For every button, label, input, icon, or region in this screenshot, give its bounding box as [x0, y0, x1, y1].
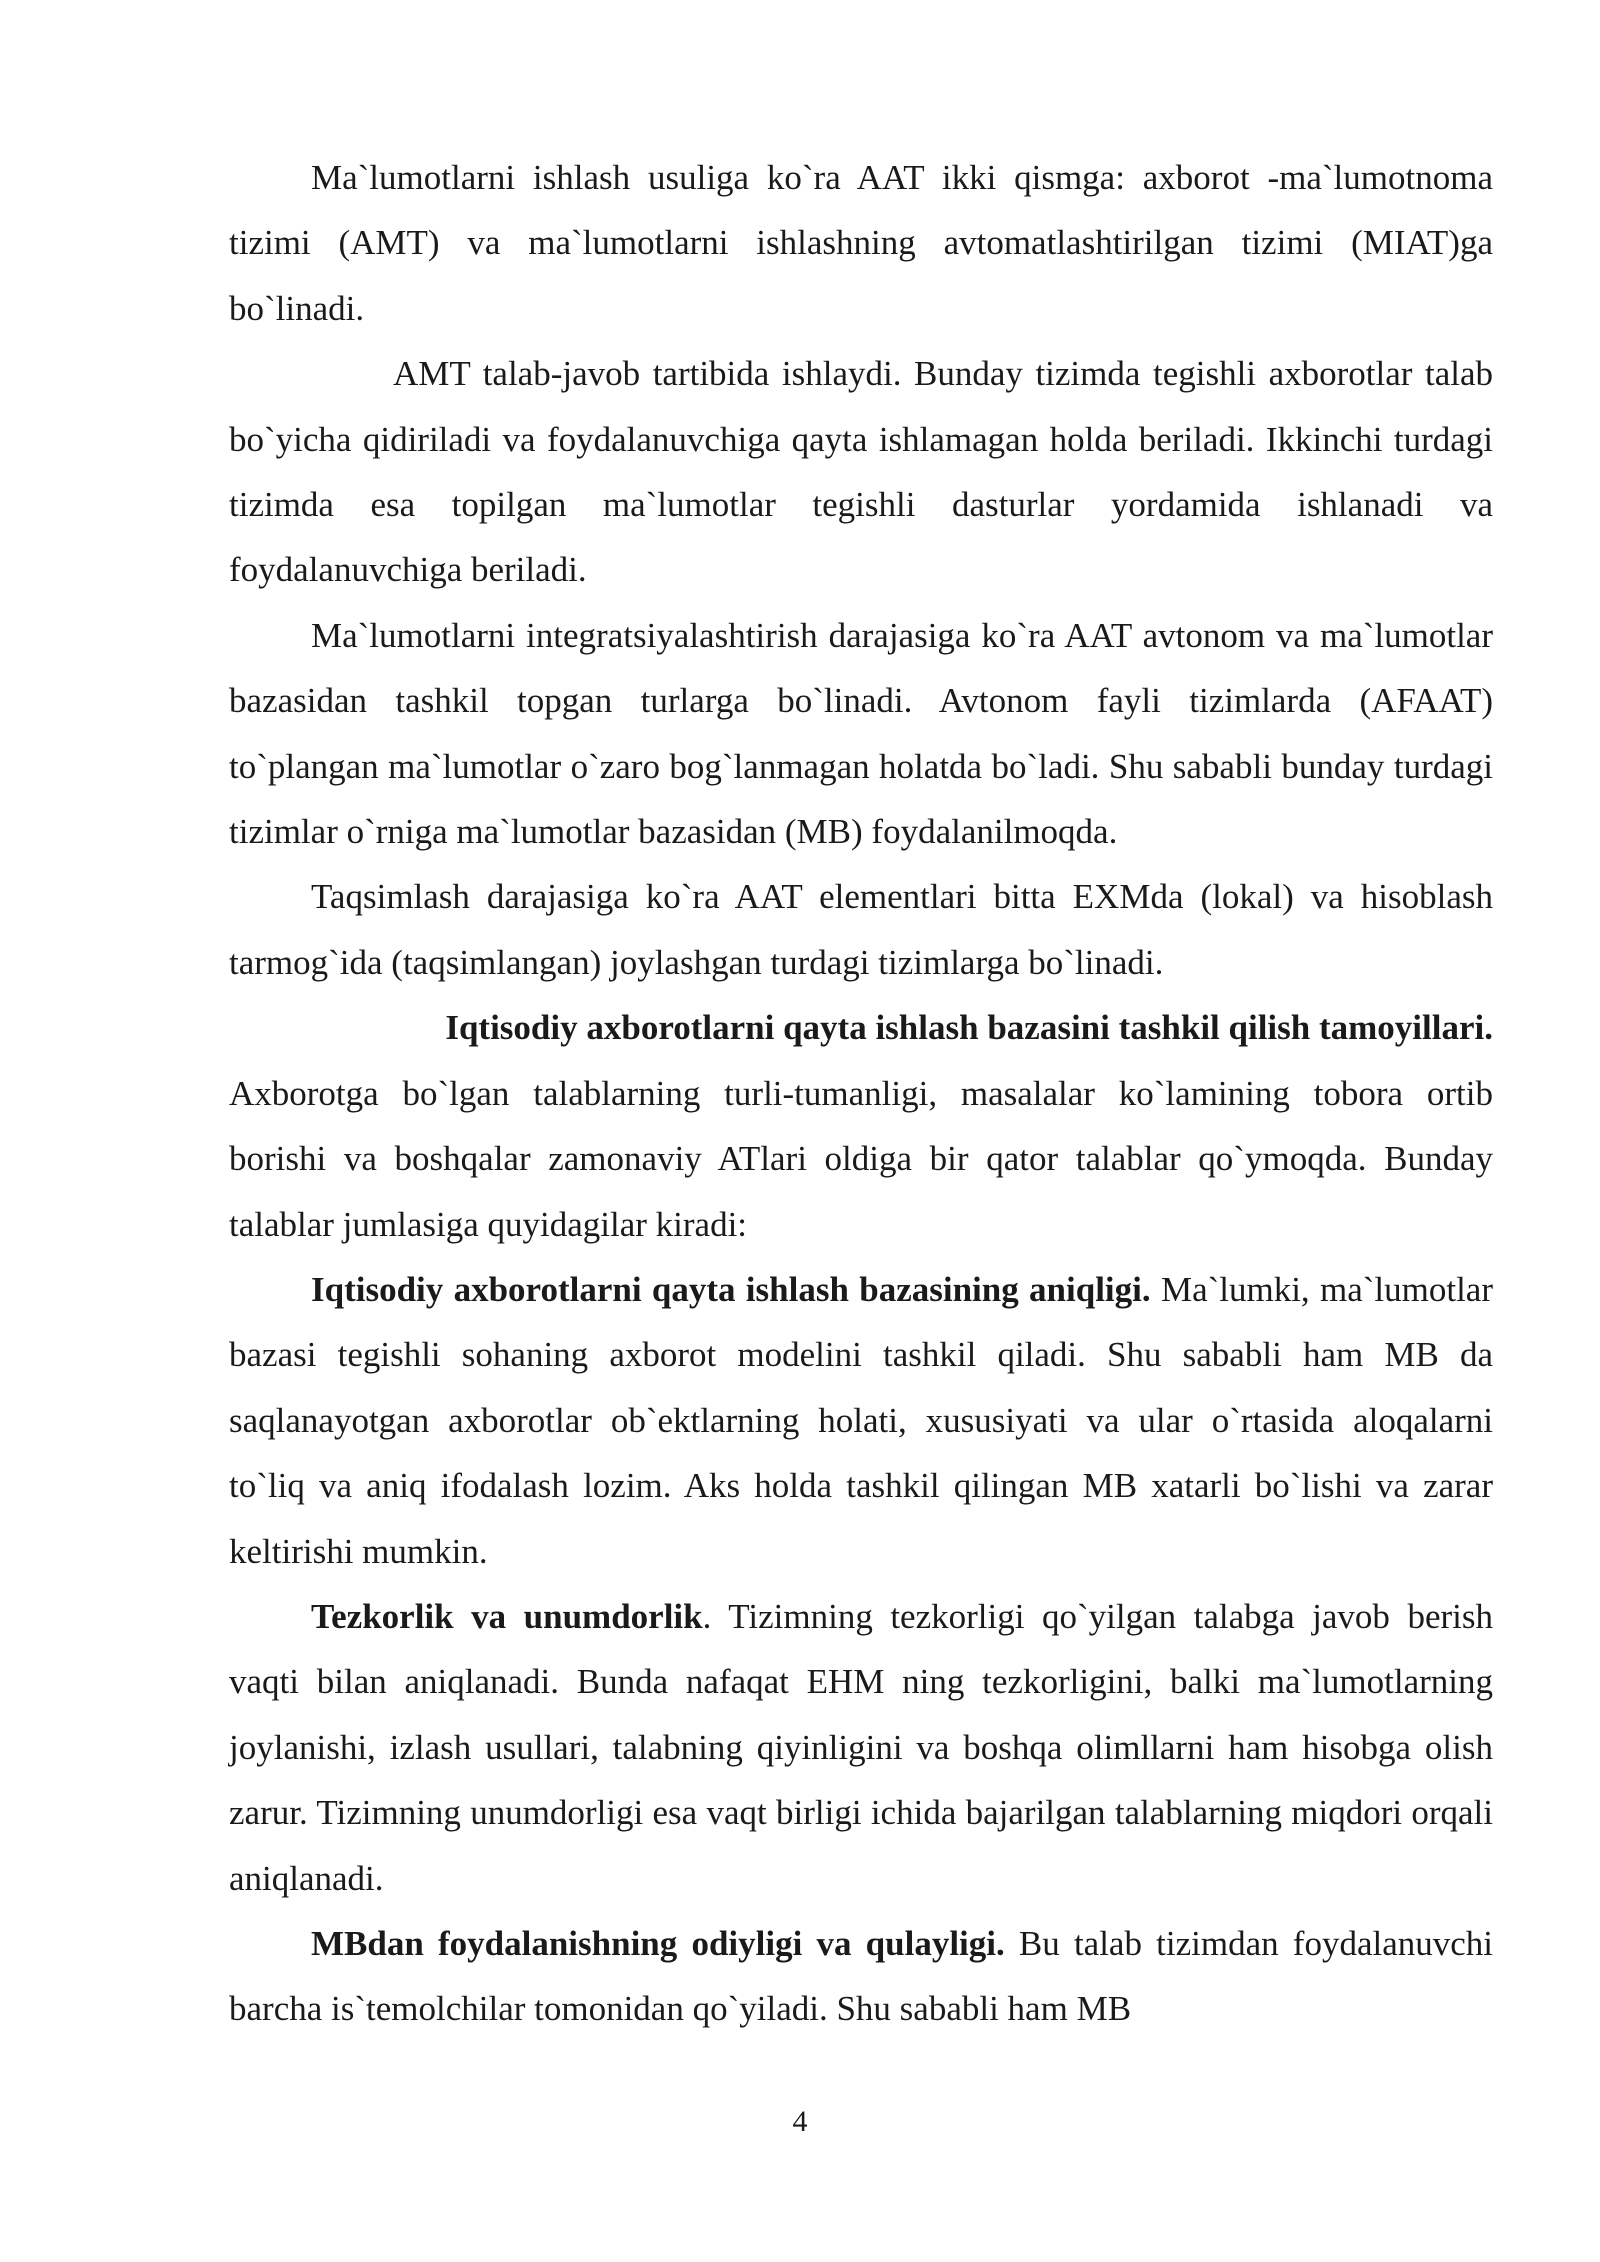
- document-body: [229, 145, 1493, 2042]
- paragraph-amt: [229, 341, 1493, 603]
- paragraph-integration-level: [229, 603, 1493, 865]
- paragraph-text: AMT talab-javob tartibida ishlaydi. Bunday tizimda tegishli axborotlar talab bo`yicha qidiriladi va foydalanuvchiga qayta ishlamagan holda beriladi. Ikkinchi turdagi tizimda esa topilgan ma`lumotlar tegishli dasturlar yordamida ishlanadi va foydalanuvchiga beriladi.: [229, 354, 1493, 590]
- paragraph-text: Ma`lumotlarni ishlash usuliga ko`ra AAT ikki qismga: axborot -ma`lumotnoma tizimi (AMT) va ma`lumotlarni ishlashning avtomatlashtirilgan tizimi (MIAT)ga bo`linadi.: [229, 158, 1493, 328]
- paragraph-distribution-level: [229, 864, 1493, 995]
- section-heading-text: Iqtisodiy axborotlarni qayta ishlash bazasini tashkil qilish tamoyillari.: [445, 1008, 1493, 1048]
- paragraph-text: Ma`lumotlarni integratsiyalashtirish darajasiga ko`ra AAT avtonom va ma`lumotlar bazasidan tashkil topgan turlarga bo`linadi. Avtonom fayli tizimlarda (AFAAT) to`plangan ma`lumotlar o`zaro bog`lanmagan holatda bo`ladi. Shu sababli bunday turdagi tizimlar o`rniga ma`lumotlar bazasidan (MB) foydalanilmoqda.: [229, 615, 1493, 852]
- paragraph-lead: MBdan foydalanishning odiyligi va qulayligi.: [311, 1923, 1005, 1963]
- section-heading: [229, 995, 1493, 1060]
- paragraph-text: Axborotga bo`lgan talablarning turli-tumanligi, masalalar ko`lamining tobora ortib borishi va boshqalar zamonaviy ATlari oldiga bir qator talablar qo`ymoqda. Bunday talablar jumlasiga quyidagilar kiradi:: [229, 1073, 1493, 1244]
- paragraph-processing-method: [229, 145, 1493, 341]
- paragraph-lead: Tezkorlik va unumdorlik: [311, 1596, 703, 1636]
- paragraph-lead: Iqtisodiy axborotlarni qayta ishlash bazasining aniqligi.: [311, 1269, 1151, 1309]
- page-number: 4: [792, 2105, 808, 2138]
- paragraph-text: Taqsimlash darajasiga ko`ra AAT elementlari bitta EXMda (lokal) va hisoblash tarmog`ida (taqsimlangan) joylashgan turdagi tizimlarga bo`linadi.: [229, 877, 1493, 982]
- paragraph-text: Ma`lumki, ma`lumotlar bazasi tegishli sohaning axborot modelini tashkil qiladi. Shu sababli ham MB da saqlanayotgan axborotlar ob`ektlarning holati, xususiyati va ular o`rtasida aloqalarni to`liq va aniq ifodalash lozim. Aks holda tashkil qilingan MB xatarli bo`lishi va zarar keltirishi mumkin.: [229, 1269, 1493, 1571]
- paragraph-requirements-intro: [229, 1061, 1493, 1257]
- paragraph-text: . Tizimning tezkorligi qo`yilgan talabga javob berish vaqti bilan aniqlanadi. Bunda nafaqat EHM ning tezkorliginі, balki ma`lumotlarning joylanishi, izlash usullari, talabning qiyinligini va boshqa olimllarni ham hisobga olish zarur. Tizimning unumdorligi esa vaqt birligi ichida bajarilgan talablarning miqdori orqali aniqlanadi.: [229, 1596, 1493, 1898]
- paragraph-accuracy: [229, 1257, 1493, 1584]
- paragraph-simplicity-convenience: [229, 1911, 1493, 2042]
- paragraph-text: Bu talab tizimdan foydalanuvchi barcha is`temolchilar tomonidan qo`yiladi. Shu sababli ham MB: [229, 1923, 1493, 2029]
- paragraph-speed-productivity: [229, 1584, 1493, 1911]
